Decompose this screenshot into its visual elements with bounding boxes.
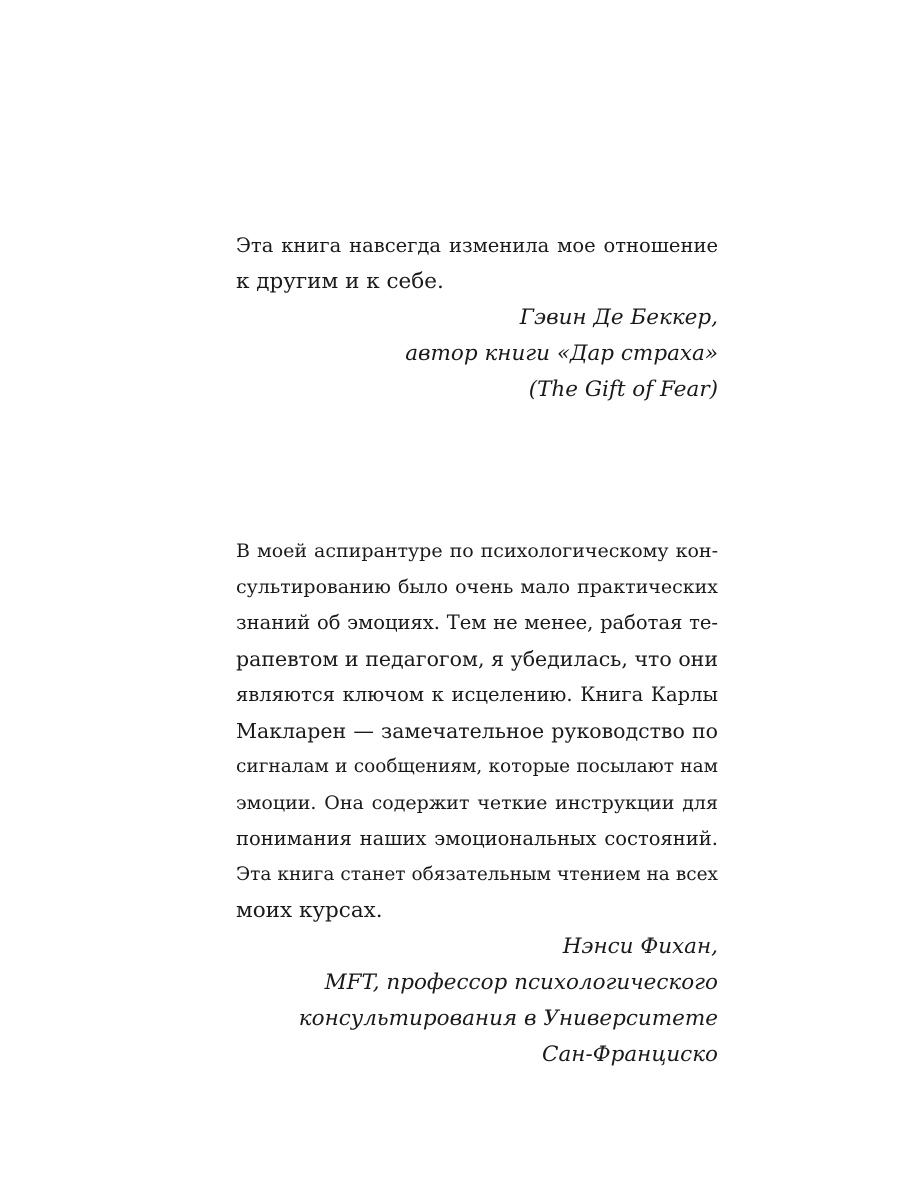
quote-1-author: Гэвин Де Беккер, — [519, 305, 718, 330]
quote-2-author-affiliation: консультирования в Университете — [298, 1006, 718, 1031]
quote-1-book-title: (The Gift of Fear) — [528, 377, 718, 402]
quote-2-line-3: знаний об эмоциях. Тем не менее, работая те- — [236, 611, 718, 634]
quote-2-line-6: Макларен — замечательное руководство по — [236, 719, 718, 743]
quote-1-line-1: Эта книга навсегда изменила мое отношение — [236, 234, 718, 257]
quote-2-line-10: Эта книга станет обязательным чтением на всех — [236, 864, 718, 885]
quote-2-line-8: эмоции. Она содержит четкие инструкции для — [236, 792, 718, 814]
quote-2-line-1: В моей аспирантуре по психологическому кон- — [236, 540, 718, 562]
quote-2-line-11: моих курсах. — [236, 898, 383, 923]
endorsement-quote-2 — [236, 533, 718, 1073]
quote-2-line-5: являются ключом к исцелению. Книга Карлы — [236, 683, 718, 706]
quote-2-author-role: MFT, профессор психологического — [324, 970, 718, 995]
quote-2-line-9: понимания наших эмоциональных состояний. — [236, 827, 718, 850]
quote-2-author: Нэнси Фихан, — [562, 934, 718, 959]
quote-2-line-7: сигналам и сообщениям, которые посылают нам — [236, 756, 718, 777]
quote-2-author-city: Сан-Франциско — [542, 1042, 718, 1067]
quote-2-line-4: рапевтом и педагогом, я убедилась, что они — [236, 647, 718, 671]
quote-1-author-role: автор книги «Дар страха» — [405, 341, 718, 366]
quote-2-line-2: сультированию было очень мало практических — [236, 576, 718, 598]
quote-1-line-2: к другим и к себе. — [236, 269, 444, 294]
endorsement-quote-1 — [236, 228, 718, 408]
